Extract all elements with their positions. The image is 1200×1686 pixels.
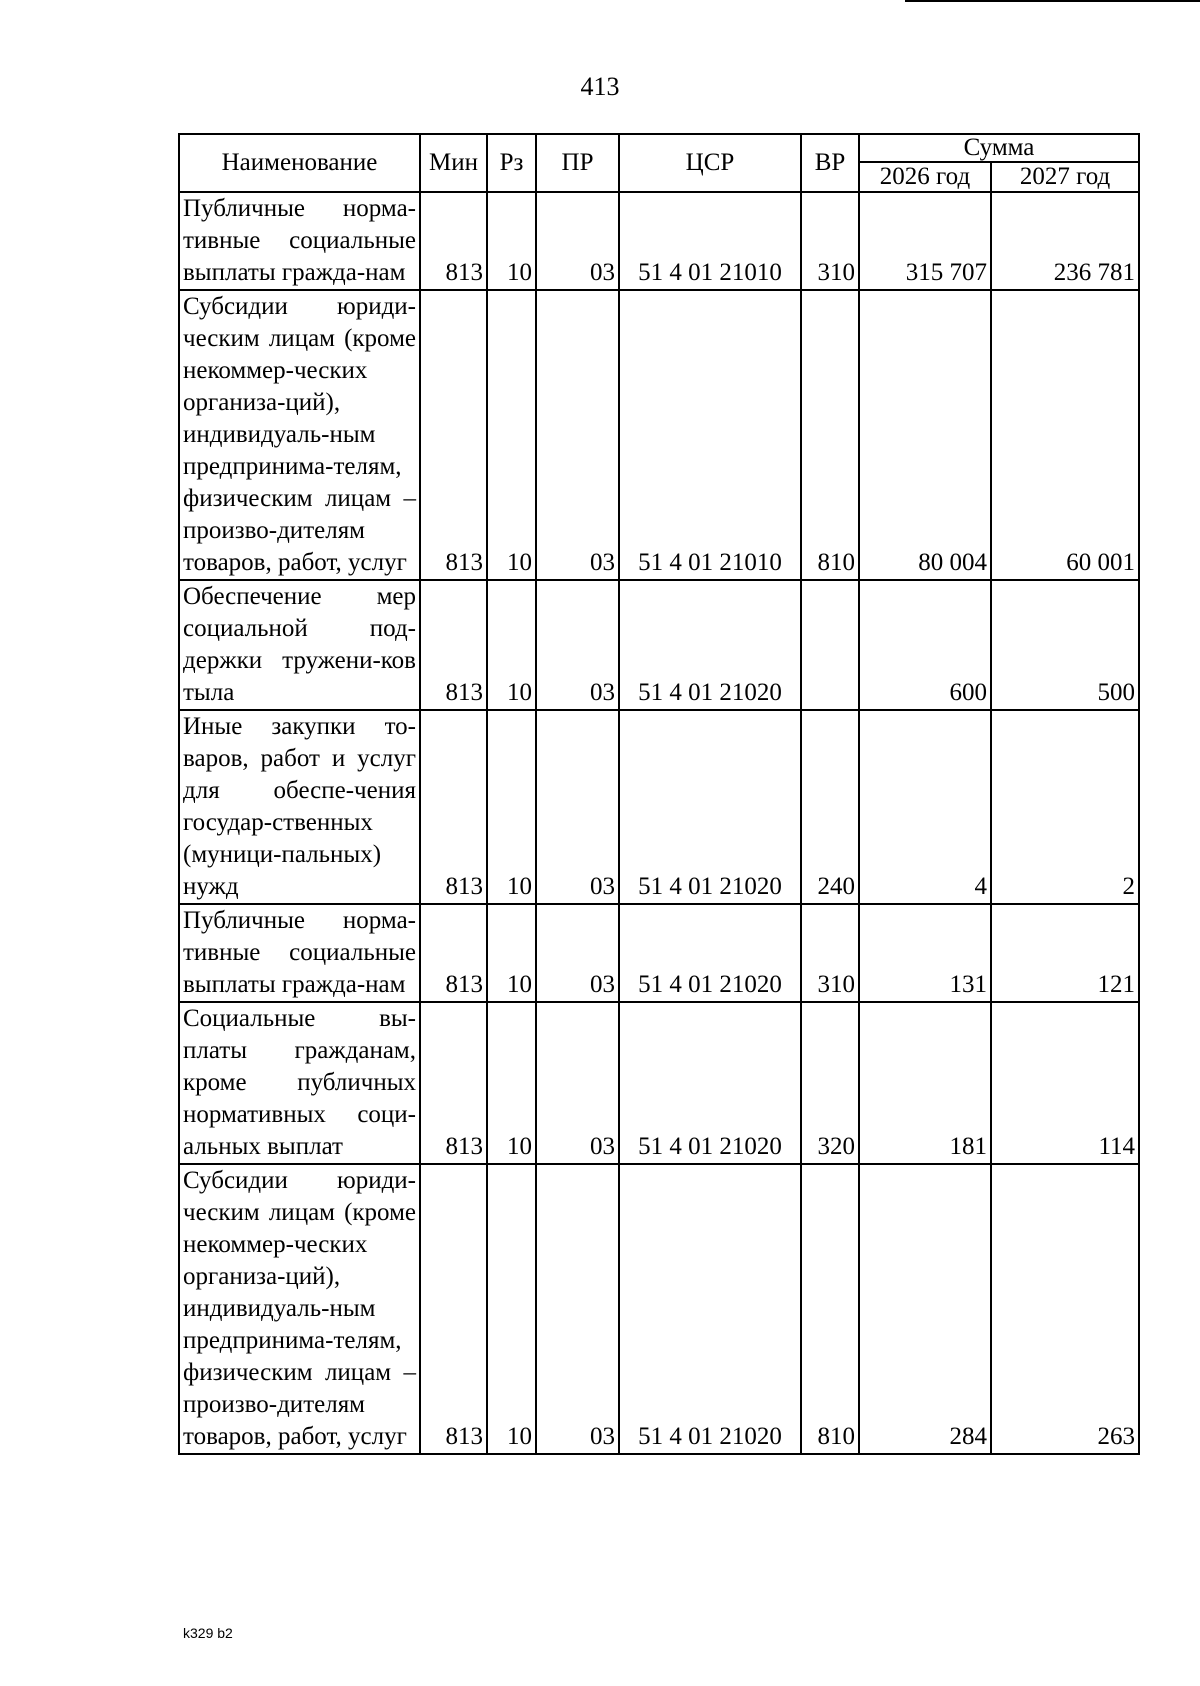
footer-code: k329 b2	[183, 1625, 233, 1641]
row-csr: 51 4 01 21020	[619, 710, 801, 904]
row-rz: 10	[487, 580, 536, 710]
row-csr: 51 4 01 21020	[619, 1002, 801, 1164]
row-sum-2027: 60 001	[991, 290, 1139, 580]
row-pr: 03	[536, 1002, 619, 1164]
row-sum-2026: 80 004	[859, 290, 991, 580]
row-csr: 51 4 01 21020	[619, 1164, 801, 1454]
row-min: 813	[420, 290, 487, 580]
row-vr: 240	[801, 710, 859, 904]
header-min: Мин	[420, 134, 487, 192]
header-rz: Рз	[487, 134, 536, 192]
row-min: 813	[420, 1002, 487, 1164]
header-vr: ВР	[801, 134, 859, 192]
row-sum-2027: 236 781	[991, 192, 1139, 290]
header-pr: ПР	[536, 134, 619, 192]
table-row	[179, 580, 1139, 710]
row-name: Публичные норма-тивные социальные выплаты гражда-нам	[179, 904, 420, 1002]
row-vr	[801, 580, 859, 710]
row-name: Иные закупки то-варов, работ и услуг для обеспе-чения государ-ственных (муници-пальных) нужд	[179, 710, 420, 904]
table-row	[179, 1164, 1139, 1454]
header-year-2027: 2027 год	[991, 162, 1139, 192]
row-sum-2027: 500	[991, 580, 1139, 710]
row-vr: 810	[801, 1164, 859, 1454]
row-csr: 51 4 01 21020	[619, 904, 801, 1002]
row-rz: 10	[487, 290, 536, 580]
row-min: 813	[420, 580, 487, 710]
row-sum-2027: 2	[991, 710, 1139, 904]
row-min: 813	[420, 192, 487, 290]
row-min: 813	[420, 1164, 487, 1454]
row-sum-2026: 4	[859, 710, 991, 904]
row-sum-2026: 284	[859, 1164, 991, 1454]
row-sum-2027: 114	[991, 1002, 1139, 1164]
row-pr: 03	[536, 904, 619, 1002]
row-name: Обеспечение мер социальной под-держки тружени-ков тыла	[179, 580, 420, 710]
row-pr: 03	[536, 1164, 619, 1454]
row-sum-2027: 121	[991, 904, 1139, 1002]
row-rz: 10	[487, 192, 536, 290]
row-vr: 320	[801, 1002, 859, 1164]
row-vr: 310	[801, 904, 859, 1002]
row-csr: 51 4 01 21010	[619, 290, 801, 580]
top-border-line	[905, 0, 1200, 2]
row-csr: 51 4 01 21020	[619, 580, 801, 710]
row-min: 813	[420, 710, 487, 904]
row-rz: 10	[487, 904, 536, 1002]
table-row	[179, 290, 1139, 580]
row-csr: 51 4 01 21010	[619, 192, 801, 290]
header-name: Наименование	[179, 134, 420, 192]
table-row	[179, 904, 1139, 1002]
header-csr: ЦСР	[619, 134, 801, 192]
row-sum-2026: 600	[859, 580, 991, 710]
row-sum-2027: 263	[991, 1164, 1139, 1454]
row-rz: 10	[487, 710, 536, 904]
header-sum: Сумма	[859, 134, 1139, 162]
row-pr: 03	[536, 710, 619, 904]
header-year-2026: 2026 год	[859, 162, 991, 192]
table-row	[179, 1002, 1139, 1164]
row-pr: 03	[536, 192, 619, 290]
row-rz: 10	[487, 1002, 536, 1164]
row-vr: 810	[801, 290, 859, 580]
page-number: 413	[580, 72, 620, 101]
table-row	[179, 192, 1139, 290]
row-rz: 10	[487, 1164, 536, 1454]
row-sum-2026: 315 707	[859, 192, 991, 290]
budget-table	[178, 133, 1140, 1455]
row-pr: 03	[536, 580, 619, 710]
row-min: 813	[420, 904, 487, 1002]
row-pr: 03	[536, 290, 619, 580]
row-name: Субсидии юриди-ческим лицам (кроме некоммер-ческих организа-ций), индивидуаль-ным предпринима-телям, физическим лицам – произво-дителям товаров, работ, услуг	[179, 290, 420, 580]
row-name: Социальные вы-платы гражданам, кроме публичных нормативных соци-альных выплат	[179, 1002, 420, 1164]
table-row	[179, 710, 1139, 904]
row-vr: 310	[801, 192, 859, 290]
row-sum-2026: 181	[859, 1002, 991, 1164]
row-name: Субсидии юриди-ческим лицам (кроме некоммер-ческих организа-ций), индивидуаль-ным предпринима-телям, физическим лицам – произво-дителям товаров, работ, услуг	[179, 1164, 420, 1454]
row-name: Публичные норма-тивные социальные выплаты гражда-нам	[179, 192, 420, 290]
row-sum-2026: 131	[859, 904, 991, 1002]
